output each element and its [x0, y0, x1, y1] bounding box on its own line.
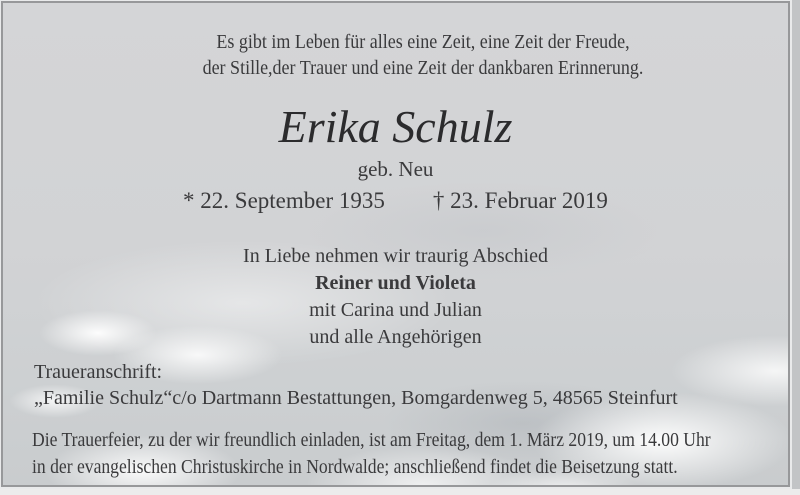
page-edge-right — [792, 0, 800, 495]
condolence-address-block — [34, 359, 774, 411]
life-dates — [3, 187, 788, 215]
obituary-notice-frame — [1, 1, 790, 487]
condolence-address: „Familie Schulz“c/o Dartmann Bestattungen, Bomgardenweg 5, 48565 Steinfurt — [34, 387, 678, 409]
farewell-block — [3, 243, 788, 351]
deceased-name: Erika Schulz — [278, 101, 513, 152]
mourners-tertiary: und alle Angehörigen — [309, 326, 482, 348]
birth-date: * 22. September 1935 — [183, 188, 385, 213]
page-edge-bottom — [0, 489, 800, 495]
ceremony-info-block — [32, 427, 789, 481]
mourners-primary: Reiner und Violeta — [315, 272, 476, 294]
mourners-secondary: mit Carina und Julian — [309, 299, 482, 321]
epigraph-line-2: der Stille,der Trauer und eine Zeit der dankbaren Erinnerung. — [202, 57, 644, 79]
ceremony-line-1: Die Trauerfeier, zu der wir freundlich einladen, ist am Freitag, dem 1. März 2019, um 14.00 Uhr — [32, 429, 711, 451]
farewell-line: In Liebe nehmen wir traurig Abschied — [243, 245, 548, 267]
death-date: † 23. Februar 2019 — [432, 188, 608, 213]
condolence-address-label: Traueranschrift: — [34, 361, 163, 383]
epigraph-line-1: Es gibt im Leben für alles eine Zeit, eine Zeit der Freude, — [216, 31, 630, 53]
epigraph — [81, 29, 765, 81]
maiden-name: geb. Neu — [357, 157, 434, 181]
ceremony-line-2: in der evangelischen Christuskirche in Nordwalde; anschließend findet die Beisetzung statt. — [32, 456, 678, 478]
